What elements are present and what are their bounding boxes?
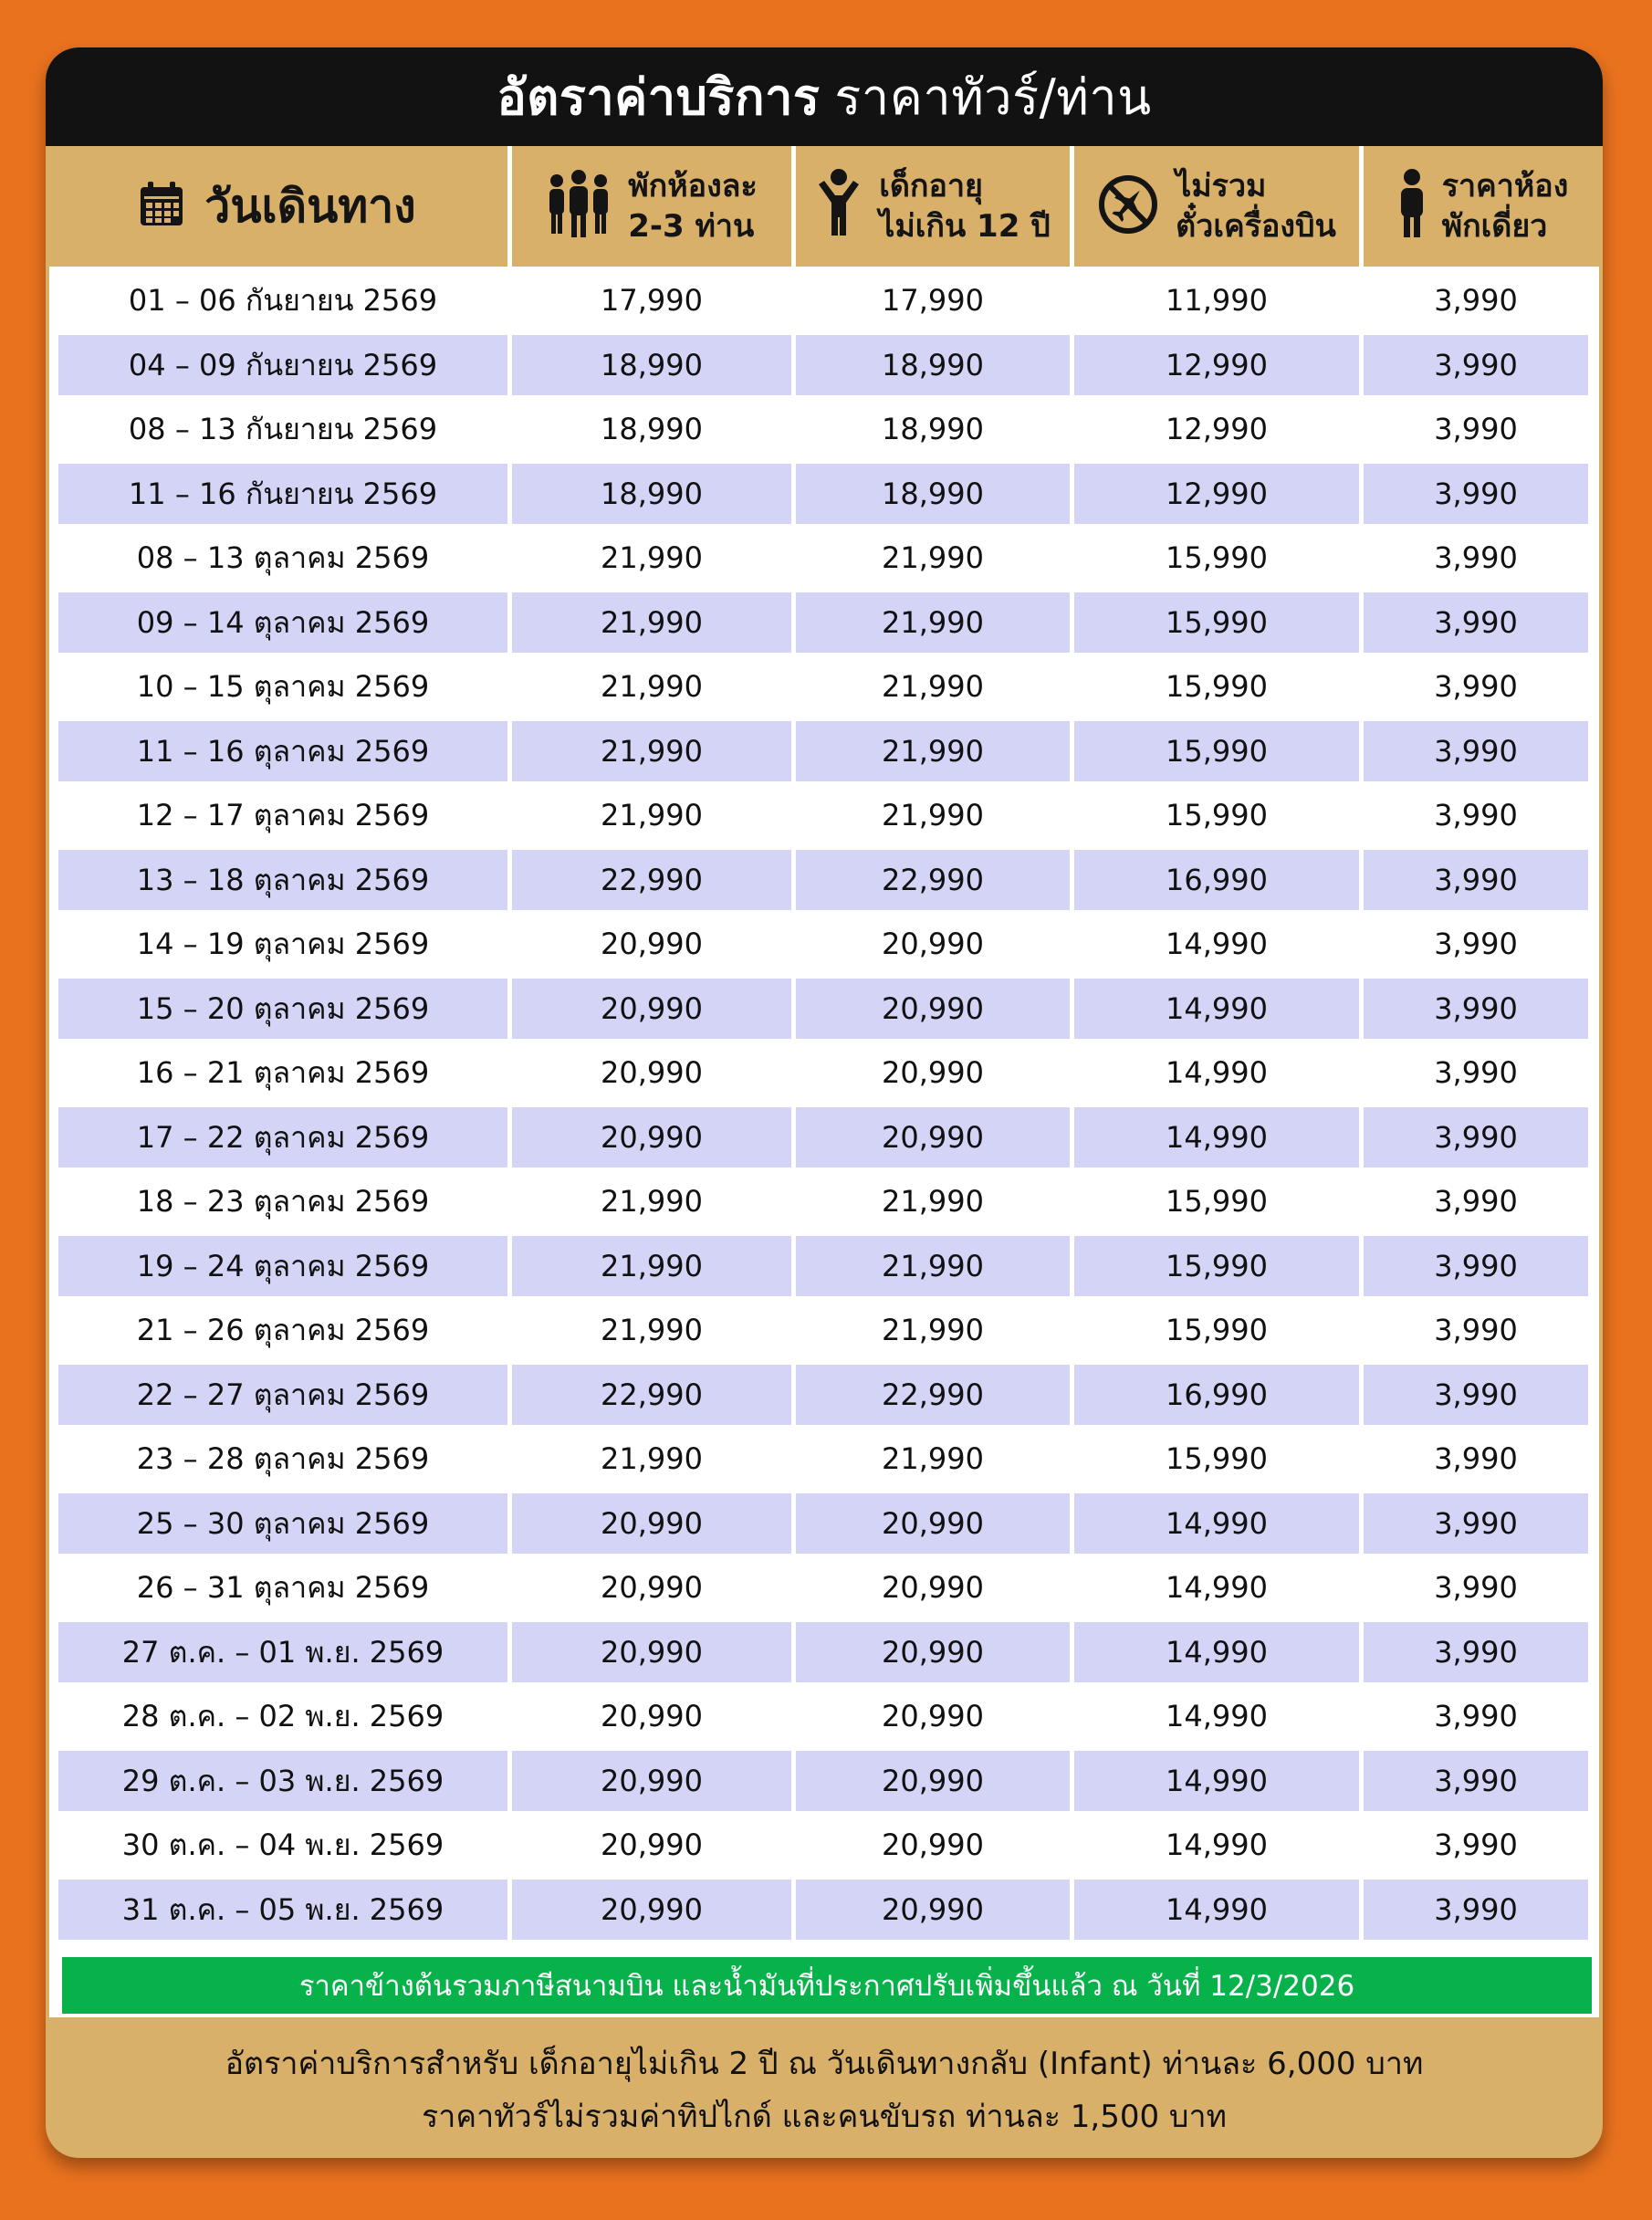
cell-price-single: 3,990 [1364,335,1588,395]
cell-price-no-flight: 15,990 [1166,540,1268,575]
cell-price-twin: 21,990 [601,1184,703,1219]
header-twin-text [628,166,758,246]
table-row [49,1300,1599,1360]
cell-price-no-flight: 16,990 [1074,1365,1359,1425]
cell-price-child: 21,990 [882,1184,984,1219]
cell-price-child: 21,990 [796,721,1070,781]
table-header [46,146,1603,267]
cell-price-single: 3,990 [1434,412,1518,446]
header-single [1364,146,1603,267]
cell-price-single: 3,990 [1434,669,1518,704]
table-row [49,914,1599,974]
header-date [46,146,507,267]
cell-price-no-flight: 14,990 [1166,1055,1268,1090]
cell-price-single: 3,990 [1434,1184,1518,1219]
cell-price-child: 18,990 [882,412,984,446]
cell-price-child: 22,990 [796,850,1070,910]
cell-date: 26 – 31 ตุลาคม 2569 [136,1569,430,1605]
cell-price-single: 3,990 [1434,1313,1518,1347]
cell-price-single: 3,990 [1434,1570,1518,1605]
cell-price-no-flight: 14,990 [1166,927,1268,961]
cell-price-twin: 20,990 [512,1751,791,1811]
header-twin-line1: พักห้องละ [628,168,758,204]
cell-date: 11 – 16 กันยายน 2569 [58,464,507,524]
table-title [46,47,1603,146]
table-row [49,1107,1599,1168]
cell-date: 19 – 24 ตุลาคม 2569 [58,1236,507,1296]
cell-date: 22 – 27 ตุลาคม 2569 [58,1365,507,1425]
table-row [49,1171,1599,1231]
table-row [49,399,1599,459]
cell-price-single: 3,990 [1434,283,1518,318]
header-date-label: วันเดินทาง [204,179,416,233]
cell-price-no-flight: 14,990 [1074,1622,1359,1682]
cell-price-twin: 21,990 [601,669,703,704]
cell-price-no-flight: 14,990 [1074,1880,1359,1940]
cell-price-twin: 21,990 [512,1236,791,1296]
single-person-icon [1398,168,1426,245]
cell-price-child: 21,990 [796,1236,1070,1296]
table-row [49,1042,1599,1103]
cell-price-twin: 17,990 [601,283,703,318]
cell-price-twin: 20,990 [601,927,703,961]
table-row [49,464,1599,524]
cell-price-twin: 21,990 [601,798,703,832]
cell-price-child: 20,990 [796,1493,1070,1554]
cell-date: 09 – 14 ตุลาคม 2569 [58,592,507,653]
cell-price-no-flight: 12,990 [1074,464,1359,524]
cell-price-single: 3,990 [1434,1055,1518,1090]
table-row [49,1493,1599,1554]
cell-price-child: 22,990 [796,1365,1070,1425]
cell-price-child: 17,990 [882,283,984,318]
cell-price-no-flight: 14,990 [1074,1493,1359,1554]
footer-infant-note: อัตราค่าบริการสำหรับ เด็กอายุไม่เกิน 2 ปี ณ วันเดินทางกลับ (Infant) ท่านละ 6,000 บาท [225,2046,1424,2082]
cell-price-no-flight: 15,990 [1074,721,1359,781]
cell-price-no-flight: 14,990 [1166,1699,1268,1733]
cell-price-no-flight: 15,990 [1166,1441,1268,1476]
cell-price-single: 3,990 [1364,1365,1588,1425]
cell-price-no-flight: 15,990 [1166,798,1268,832]
cell-price-child: 20,990 [796,1751,1070,1811]
cell-price-child: 20,990 [882,1055,984,1090]
cell-price-child: 20,990 [882,1699,984,1733]
cell-date: 12 – 17 ตุลาคม 2569 [136,797,430,832]
table-row [49,270,1599,330]
cell-price-child: 20,990 [882,1827,984,1862]
footer-tip-note: ราคาทัวร์ไม่รวมค่าทิปไกด์ และคนขับรถ ท่านละ 1,500 บาท [422,2099,1227,2135]
cell-price-child: 20,990 [796,1880,1070,1940]
cell-date: 14 – 19 ตุลาคม 2569 [136,926,430,961]
cell-price-twin: 20,990 [512,1880,791,1940]
cell-price-single: 3,990 [1434,798,1518,832]
cell-price-single: 3,990 [1434,927,1518,961]
cell-price-twin: 18,990 [601,412,703,446]
cell-price-no-flight: 14,990 [1074,1107,1359,1168]
header-twin [512,146,791,267]
cell-price-twin: 21,990 [512,592,791,653]
cell-price-twin: 20,990 [512,979,791,1039]
cell-date: 16 – 21 ตุลาคม 2569 [136,1054,430,1090]
table-row [49,785,1599,845]
cell-price-no-flight: 16,990 [1074,850,1359,910]
cell-date: 08 – 13 กันยายน 2569 [128,411,438,446]
table-footer [46,2023,1603,2158]
header-child-text [879,166,1051,246]
table-row [49,850,1599,910]
cell-date: 27 ต.ค. – 01 พ.ย. 2569 [58,1622,507,1682]
cell-date: 13 – 18 ตุลาคม 2569 [58,850,507,910]
cell-price-child: 20,990 [882,927,984,961]
table-row [49,335,1599,395]
cell-price-child: 18,990 [796,335,1070,395]
cell-price-twin: 21,990 [601,1313,703,1347]
cell-price-no-flight: 14,990 [1074,1751,1359,1811]
cell-price-no-flight: 12,990 [1074,335,1359,395]
cell-price-no-flight: 14,990 [1166,1827,1268,1862]
header-no-flight-line1: ไม่รวม [1176,168,1267,204]
title-light: ราคาทัวร์/ท่าน [834,68,1152,126]
cell-price-single: 3,990 [1364,850,1588,910]
cell-price-twin: 20,990 [601,1699,703,1733]
cell-price-twin: 20,990 [601,1827,703,1862]
table-row [49,1622,1599,1682]
cell-price-single: 3,990 [1364,1622,1588,1682]
cell-date: 25 – 30 ตุลาคม 2569 [58,1493,507,1554]
cell-price-no-flight: 15,990 [1166,669,1268,704]
table-row [49,1236,1599,1296]
table-row [49,528,1599,588]
price-notice-banner: ราคาข้างต้นรวมภาษีสนามบิน และน้ำมันที่ประกาศปรับเพิ่มขึ้นแล้ว ณ วันที่ 12/3/2026 [62,1957,1592,2014]
cell-price-no-flight: 14,990 [1166,1570,1268,1605]
table-row [49,979,1599,1039]
header-child-line2: ไม่เกิน 12 ปี [879,208,1051,245]
table-row [49,1365,1599,1425]
cell-date: 31 ต.ค. – 05 พ.ย. 2569 [58,1880,507,1940]
cell-price-twin: 18,990 [512,335,791,395]
cell-price-single: 3,990 [1364,1751,1588,1811]
cell-price-single: 3,990 [1364,1236,1588,1296]
cell-date: 08 – 13 ตุลาคม 2569 [136,539,430,575]
cell-price-twin: 21,990 [601,540,703,575]
group-people-icon [546,168,612,245]
cell-date: 15 – 20 ตุลาคม 2569 [58,979,507,1039]
cell-price-child: 21,990 [882,669,984,704]
cell-date: 18 – 23 ตุลาคม 2569 [136,1183,430,1219]
cell-price-twin: 20,990 [601,1570,703,1605]
table-row [49,1880,1599,1940]
cell-price-single: 3,990 [1364,979,1588,1039]
header-single-line1: ราคาห้อง [1441,168,1569,204]
cell-price-no-flight: 12,990 [1166,412,1268,446]
table-row [49,656,1599,717]
table-row [49,1557,1599,1618]
table-row [49,1429,1599,1489]
cell-price-child: 21,990 [882,540,984,575]
header-no-flight-line2: ตั๋วเครื่องบิน [1176,208,1336,245]
table-body [49,267,1599,2017]
child-icon [815,168,863,245]
cell-price-no-flight: 14,990 [1074,979,1359,1039]
header-child [796,146,1070,267]
cell-price-twin: 18,990 [512,464,791,524]
cell-price-child: 21,990 [882,1313,984,1347]
cell-date: 28 ต.ค. – 02 พ.ย. 2569 [121,1698,444,1733]
cell-date: 01 – 06 กันยายน 2569 [128,282,438,318]
cell-price-twin: 20,990 [512,1107,791,1168]
table-row [49,592,1599,653]
table-row [49,1686,1599,1746]
cell-price-single: 3,990 [1364,464,1588,524]
table-row [49,721,1599,781]
cell-price-single: 3,990 [1434,540,1518,575]
cell-date: 30 ต.ค. – 04 พ.ย. 2569 [121,1827,444,1862]
cell-price-no-flight: 15,990 [1074,1236,1359,1296]
cell-price-single: 3,990 [1434,1441,1518,1476]
cell-price-single: 3,990 [1434,1699,1518,1733]
cell-price-no-flight: 15,990 [1074,592,1359,653]
price-table-card [46,47,1603,2158]
cell-price-single: 3,990 [1364,1493,1588,1554]
cell-price-single: 3,990 [1364,592,1588,653]
cell-date: 29 ต.ค. – 03 พ.ย. 2569 [58,1751,507,1811]
calendar-icon [137,180,186,233]
cell-price-child: 20,990 [796,1622,1070,1682]
cell-date: 10 – 15 ตุลาคม 2569 [136,668,430,704]
title-bold: อัตราค่าบริการ [497,68,821,126]
no-airplane-icon [1097,173,1159,239]
table-row [49,1751,1599,1811]
cell-price-child: 21,990 [882,1441,984,1476]
cell-date: 23 – 28 ตุลาคม 2569 [136,1440,430,1476]
header-no-flight [1074,146,1359,267]
header-child-line1: เด็กอายุ [879,168,983,204]
cell-price-child: 20,990 [882,1570,984,1605]
header-single-text [1442,166,1569,246]
cell-price-single: 3,990 [1434,1827,1518,1862]
cell-price-twin: 21,990 [601,1441,703,1476]
cell-price-no-flight: 11,990 [1166,283,1268,318]
table-row [49,1815,1599,1875]
cell-price-single: 3,990 [1364,721,1588,781]
cell-price-twin: 20,990 [512,1622,791,1682]
cell-price-twin: 22,990 [512,850,791,910]
cell-price-child: 20,990 [796,979,1070,1039]
cell-price-child: 21,990 [796,592,1070,653]
cell-price-twin: 20,990 [512,1493,791,1554]
cell-date: 04 – 09 กันยายน 2569 [58,335,507,395]
header-no-flight-text [1176,166,1336,246]
header-twin-line2: 2-3 ท่าน [628,208,755,245]
cell-price-twin: 21,990 [512,721,791,781]
cell-price-single: 3,990 [1364,1880,1588,1940]
cell-price-child: 18,990 [796,464,1070,524]
cell-price-child: 21,990 [882,798,984,832]
cell-price-twin: 20,990 [601,1055,703,1090]
cell-price-child: 20,990 [796,1107,1070,1168]
cell-price-no-flight: 15,990 [1166,1184,1268,1219]
cell-date: 21 – 26 ตุลาคม 2569 [136,1312,430,1347]
cell-price-no-flight: 15,990 [1166,1313,1268,1347]
cell-price-twin: 22,990 [512,1365,791,1425]
cell-date: 11 – 16 ตุลาคม 2569 [58,721,507,781]
cell-price-single: 3,990 [1364,1107,1588,1168]
header-single-line2: พักเดี่ยว [1441,208,1548,245]
cell-date: 17 – 22 ตุลาคม 2569 [58,1107,507,1168]
